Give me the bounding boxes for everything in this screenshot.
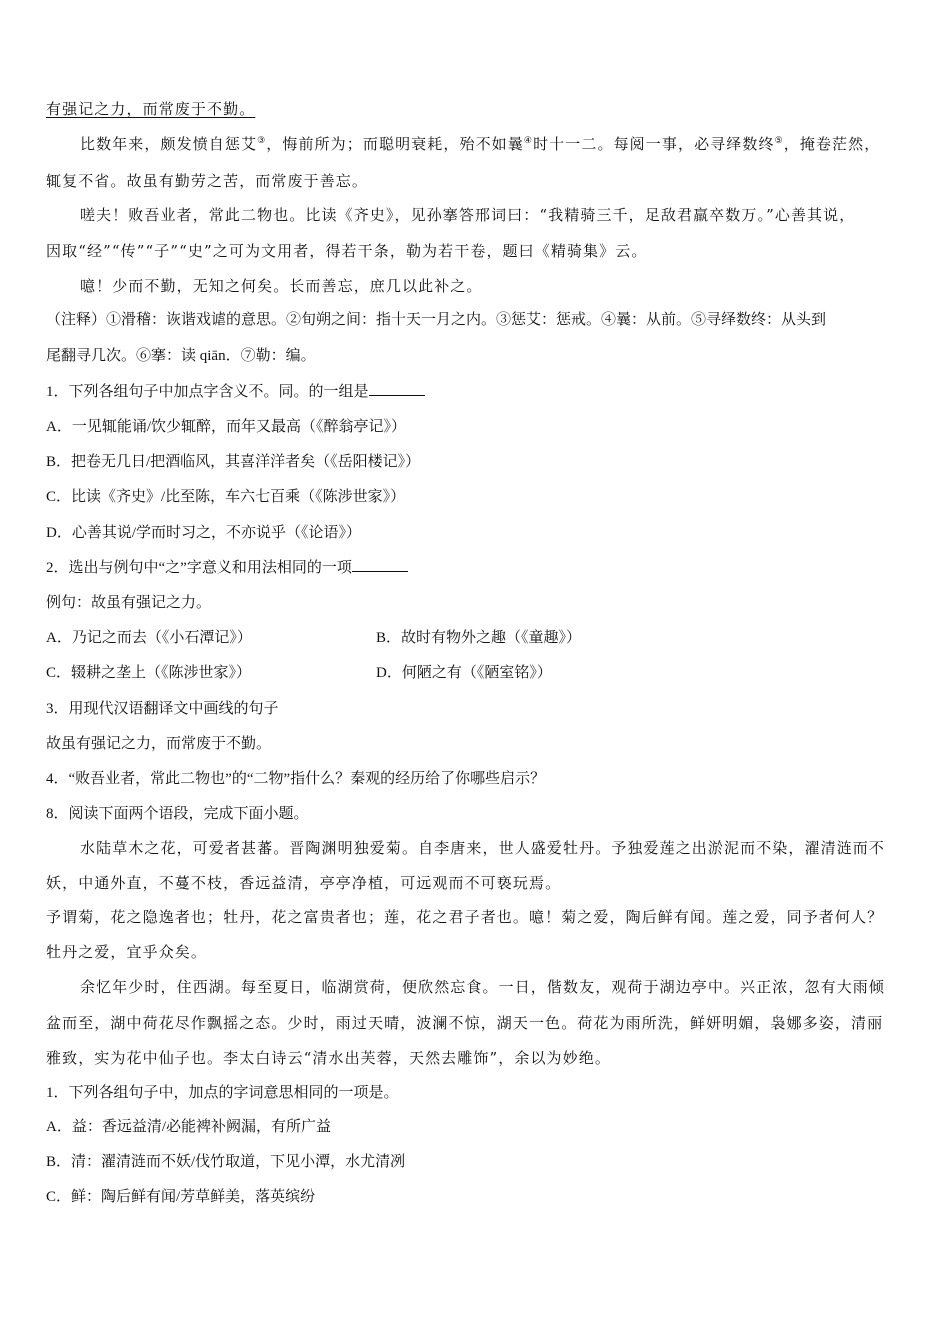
question-3-stem: 3．用现代汉语翻译文中画线的句子 (46, 701, 279, 717)
q2-option-c: C．辍耕之垄上（《陈涉世家》） (46, 665, 252, 681)
s8-q1-option-c: C．鲜：陶后鲜有闻/芳草鲜美，落英缤纷 (46, 1189, 316, 1205)
q1-option-d: D．心善其说/学而时习之，不亦说乎（《论语》） (46, 525, 362, 541)
passage-paragraph-3: 嗟夫！败吾业者，常此二物也。比读《齐史》，见孙搴答邢词曰：“我精骑三千，足敌君羸卒数万。”心善其说， (80, 206, 856, 224)
q2-option-d: D．何陋之有（《陋室铭》） (376, 665, 552, 681)
s8-q1-option-b: B．清：濯清涟而不妖/伐竹取道，下见小潭，水尤清冽 (46, 1154, 406, 1170)
notes: （注释）①滑稽：诙谐戏谑的意思。②旬朔之间：指十天一月之内。③惩艾：惩戒。④曩：从前。⑤寻绎数终：从头到 (46, 312, 827, 328)
notes-line: 尾翻寻几次。⑥搴：读 qiān．⑦勒：编。 (46, 348, 316, 364)
q2-option-a: A．乃记之而去（《小石潭记》） (46, 630, 252, 646)
q1-option-b: B．把卷无几日/把酒临风，其喜洋洋者矣（《岳阳楼记》） (46, 454, 421, 470)
q3-sentence: 故虽有强记之力，而常废于不勤。 (46, 736, 272, 752)
passage-a-line: 水陆草木之花，可爱者甚蕃。晋陶渊明独爱菊。自李唐来，世人盛爱牡丹。予独爱莲之出淤泥而不染，濯清涟而不 (80, 839, 886, 857)
answer-blank (352, 557, 408, 572)
question-1-stem: 1．下列各组句子中加点字含义不。同。的一组是 (46, 381, 425, 403)
passage-b-line: 盆而至，湖中荷花尽作飘摇之态。少时，雨过天晴，波澜不惊，湖天一色。荷花为雨所洗，鲜妍明媚，袅娜多姿，清丽 (46, 1014, 884, 1032)
question-2-stem: 2．选出与例句中“之”字意义和用法相同的一项 (46, 557, 408, 579)
section-8-title: 8．阅读下面两个语段，完成下面小题。 (46, 806, 309, 822)
q2-options-row-1 (46, 627, 906, 649)
passage-paragraph-4: 噫！少而不勤，无知之何矣。长而善忘，庶几以此补之。 (80, 277, 483, 295)
s8-question-1-stem: 1．下列各组句子中，加点的字词意思相同的一项是。 (46, 1085, 399, 1101)
passage-a-line: 予谓菊，花之隐逸者也；牡丹，花之富贵者也；莲，花之君子者也。噫！菊之爱，陶后鲜有闻。莲之爱，同予者何人？ (46, 908, 884, 926)
passage-a-line: 妖，中通外直，不蔓不枝，香远益清，亭亭净植，可远观而不可亵玩焉。 (46, 874, 562, 892)
q1-option-c: C．比读《齐史》/比至陈，车六七百乘（《陈涉世家》） (46, 489, 406, 505)
passage-b-line: 雅致，实为花中仙子也。李太白诗云“清水出芙蓉，天然去雕饰”，余以为妙绝。 (46, 1049, 611, 1067)
q2-example: 例句：故虽有强记之力。 (46, 595, 212, 611)
passage-line: 辄复不省。故虽有勤劳之苦，而常废于善忘。 (46, 172, 369, 190)
s8-q1-option-a: A．益：香远益清/必能裨补阙漏，有所广益 (46, 1119, 332, 1135)
question-4-stem: 4．“败吾业者，常此二物也”的“二物”指什么？秦观的经历给了你哪些启示？ (46, 771, 546, 787)
answer-blank (369, 381, 425, 396)
underlined-sentence: 有强记之力，而常废于不勤。 (46, 100, 256, 118)
q2-options-row-2 (46, 662, 906, 684)
q1-option-a: A．一见辄能诵/饮少辄醉，而年又最高（《醉翁亭记》） (46, 419, 407, 435)
passage-a-line: 牡丹之爱，宜乎众矣。 (46, 943, 208, 961)
q2-option-b: B．故时有物外之趣（《童趣》） (376, 630, 582, 646)
passage-paragraph-2: 比数年来，颇发愤自惩艾③，悔前所为；而聪明衰耗，殆不如曩④时十一二。每阅一事，必寻绎数终⑤，掩卷茫然， (80, 135, 881, 153)
passage-line: 因取“经”“传”“子”“史”之可为文用者，得若干条，勒为若干卷，题曰《精骑集》云。 (46, 242, 648, 260)
passage-b-line: 余忆年少时，住西湖。每至夏日，临湖赏荷，便欣然忘食。一日，偕数友，观荷于湖边亭中。兴正浓，忽有大雨倾 (80, 978, 886, 996)
